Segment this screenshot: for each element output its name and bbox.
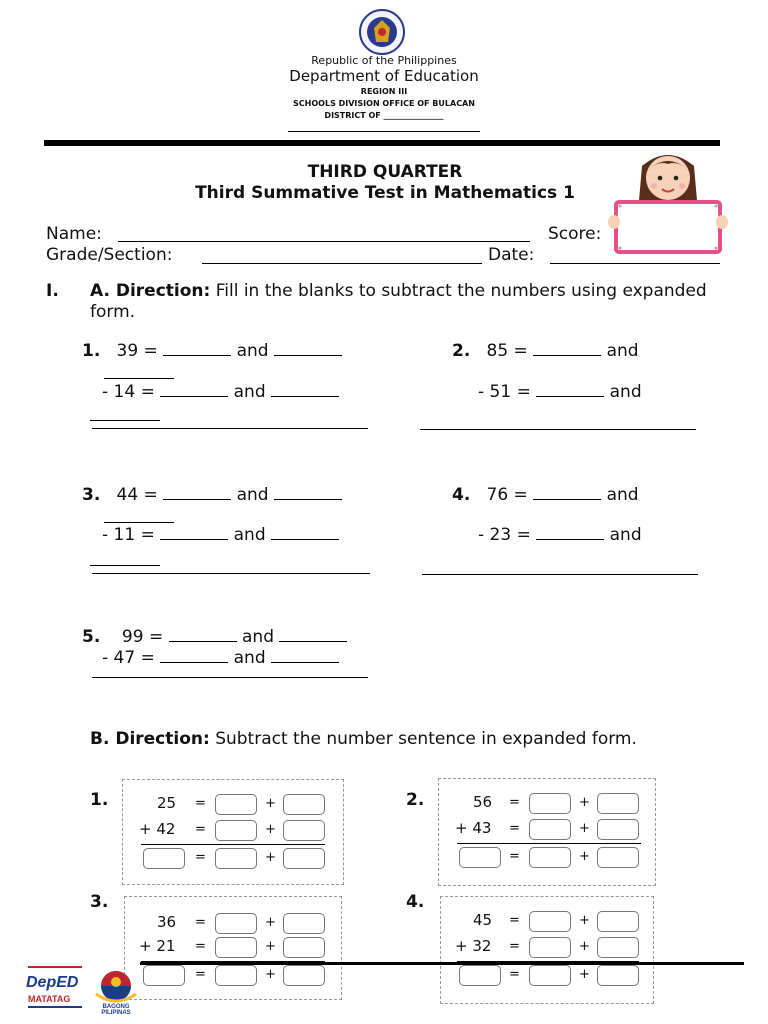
header-underline [288,131,480,132]
bagong-pilipinas-text: BAGONG PILIPINAS [101,1004,131,1016]
problem-4-minuend: 76 = [486,485,528,505]
equals-sign: = [195,822,206,837]
equals-sign: = [509,849,520,864]
answer-box[interactable] [283,794,325,815]
answer-box[interactable] [215,848,257,869]
and-text: and [233,648,266,668]
problem-1-minuend: 39 = [116,341,158,361]
answer-box[interactable] [529,819,571,840]
blank-field[interactable] [163,485,231,500]
problem-2-top [452,341,639,361]
answer-rule [92,677,368,678]
score-label: Score: [548,224,602,244]
blank-line [104,522,174,523]
blank-field[interactable] [271,525,339,540]
answer-box[interactable] [529,937,571,958]
problem-5-subtrahend: - 47 = [102,648,155,668]
equals-sign: = [195,939,206,954]
answer-rule [92,428,368,429]
answer-box[interactable] [215,937,257,958]
blank-field[interactable] [279,627,347,642]
and-text: and [236,485,269,505]
addend-a: 25 [157,794,177,812]
and-text: and [606,485,639,505]
problem-2-subtrahend: - 51 = [478,382,531,402]
name-label: Name: [46,224,102,244]
deped-wordmark: DepED [26,974,79,991]
problem-2-number: 2. [452,341,471,361]
item-b2-number: 2. [406,790,425,810]
blank-field[interactable] [536,382,604,397]
equals-sign: = [509,821,520,836]
grade-section-field[interactable] [202,263,482,264]
name-field[interactable] [118,241,530,242]
direction-a-text: Fill in the blanks to subtract the numbers using expanded form. [90,281,707,322]
equals-sign: = [195,967,206,982]
problem-2-bottom [478,382,642,402]
answer-rule [92,573,370,574]
answer-box[interactable] [283,820,325,841]
deped-matatag-logo [24,966,86,1014]
region-text: REGION III [360,87,408,96]
problem-3-minuend: 44 = [116,485,158,505]
answer-box[interactable] [597,819,639,840]
addend-b: + 32 [455,937,492,955]
logo-stripe [28,1006,82,1008]
blank-field[interactable] [163,341,231,356]
department-text: Department of Education [289,67,479,85]
equals-sign: = [195,915,206,930]
answer-box[interactable] [215,820,257,841]
expanded-form-box-3 [124,896,342,1000]
plus-sign: + [265,796,276,811]
problem-1-subtrahend: - 14 = [102,382,155,402]
answer-box[interactable] [283,848,325,869]
blank-field[interactable] [274,341,342,356]
plus-sign: + [579,913,590,928]
equals-sign: = [195,850,206,865]
republic-text: Republic of the Philippines [311,54,457,67]
addend-b: + 21 [139,937,176,955]
date-field[interactable] [550,263,720,264]
direction-b-text: Subtract the number sentence in expanded form. [209,729,637,749]
answer-box[interactable] [143,965,185,986]
division-text: SCHOOLS DIVISION OFFICE OF BULACAN [293,99,475,108]
item-b3-number: 3. [90,892,109,912]
plus-sign: + [265,822,276,837]
problem-5-minuend: 99 = [121,627,164,647]
equals-sign: = [195,796,206,811]
and-text: and [233,525,266,545]
addend-b: + 43 [455,819,492,837]
addend-a: 56 [473,793,493,811]
answer-box[interactable] [283,937,325,958]
item-b4-number: 4. [406,892,425,912]
plus-sign: + [579,795,590,810]
answer-box[interactable] [283,965,325,986]
answer-box[interactable] [529,911,571,932]
quarter-title: THIRD QUARTER [307,162,463,182]
deped-seal-logo [352,8,412,56]
date-label: Date: [488,245,535,265]
part-one-roman: I. [46,281,59,301]
blank-field[interactable] [533,485,601,500]
girl-holding-sign-illustration [606,146,730,258]
sum-rule [141,844,325,845]
answer-rule [420,429,696,430]
blank-line [90,420,160,421]
footer-rule [140,962,744,965]
plus-sign: + [579,821,590,836]
logo-stripe [28,966,82,968]
answer-box[interactable] [215,913,257,934]
problem-3-top [82,485,342,505]
sum-rule [457,843,641,844]
problem-2-minuend: 85 = [486,341,528,361]
part-one-direction [90,281,726,323]
blank-field[interactable] [271,382,339,397]
office-info [0,86,768,122]
answer-box[interactable] [215,965,257,986]
problem-1-number: 1. [82,341,101,361]
expanded-form-box-4 [440,896,654,1004]
direction-b-label: B. Direction: [90,729,210,749]
and-text: and [609,525,642,545]
answer-box[interactable] [597,847,639,868]
equals-sign: = [509,939,520,954]
problem-4-bottom [478,525,642,545]
and-text: and [242,627,274,647]
expanded-form-box-1 [122,779,344,885]
answer-box[interactable] [529,793,571,814]
plus-sign: + [265,939,276,954]
answer-box[interactable] [597,911,639,932]
test-title: Third Summative Test in Mathematics 1 [195,183,575,203]
answer-box[interactable] [529,847,571,868]
and-text: and [233,382,266,402]
direction-a-label: A. Direction: [90,281,211,301]
matatag-wordmark: MATATAG [28,994,71,1004]
blank-field[interactable] [536,525,604,540]
problem-3-number: 3. [82,485,101,505]
blank-field[interactable] [160,648,228,663]
plus-sign: + [579,939,590,954]
plus-sign: + [265,967,276,982]
and-text: and [236,341,269,361]
expanded-form-box-2 [438,778,656,886]
addend-b: + 42 [139,820,176,838]
answer-rule [422,574,698,575]
blank-field[interactable] [533,341,601,356]
answer-box[interactable] [459,965,501,986]
plus-sign: + [265,850,276,865]
equals-sign: = [509,913,520,928]
item-b1-number: 1. [90,790,109,810]
problem-4-subtrahend: - 23 = [478,525,531,545]
plus-sign: + [265,915,276,930]
addend-a: 45 [473,911,493,929]
answer-box[interactable] [529,965,571,986]
problem-1-top [82,341,342,361]
problem-5-top [82,627,347,647]
answer-box[interactable] [215,794,257,815]
problem-4-number: 4. [452,485,471,505]
blank-field[interactable] [169,627,237,642]
problem-3-subtrahend: - 11 = [102,525,155,545]
answer-box[interactable] [597,965,639,986]
blank-line [104,378,174,379]
answer-box[interactable] [283,913,325,934]
blank-field[interactable] [271,648,339,663]
plus-sign: + [579,967,590,982]
grade-section-label: Grade/Section: [46,245,173,265]
blank-field[interactable] [160,525,228,540]
answer-box[interactable] [459,847,501,868]
equals-sign: = [509,795,520,810]
district-text: DISTRICT OF _______________ [324,111,444,120]
bagong-pilipinas-logo [90,968,142,1014]
blank-line [90,565,160,566]
answer-box[interactable] [143,848,185,869]
bagong-pilipinas-emblem-icon [90,968,142,1004]
problem-4-top [452,485,639,505]
problem-1-bottom [102,382,339,402]
plus-sign: + [579,849,590,864]
blank-field[interactable] [274,485,342,500]
and-text: and [609,382,642,402]
and-text: and [606,341,639,361]
problem-5-bottom [102,648,339,668]
answer-box[interactable] [597,937,639,958]
problem-5-number: 5. [82,627,101,647]
blank-field[interactable] [160,382,228,397]
addend-a: 36 [157,913,177,931]
equals-sign: = [509,967,520,982]
answer-box[interactable] [597,793,639,814]
problem-3-bottom [102,525,339,545]
part-b-direction [46,729,726,750]
